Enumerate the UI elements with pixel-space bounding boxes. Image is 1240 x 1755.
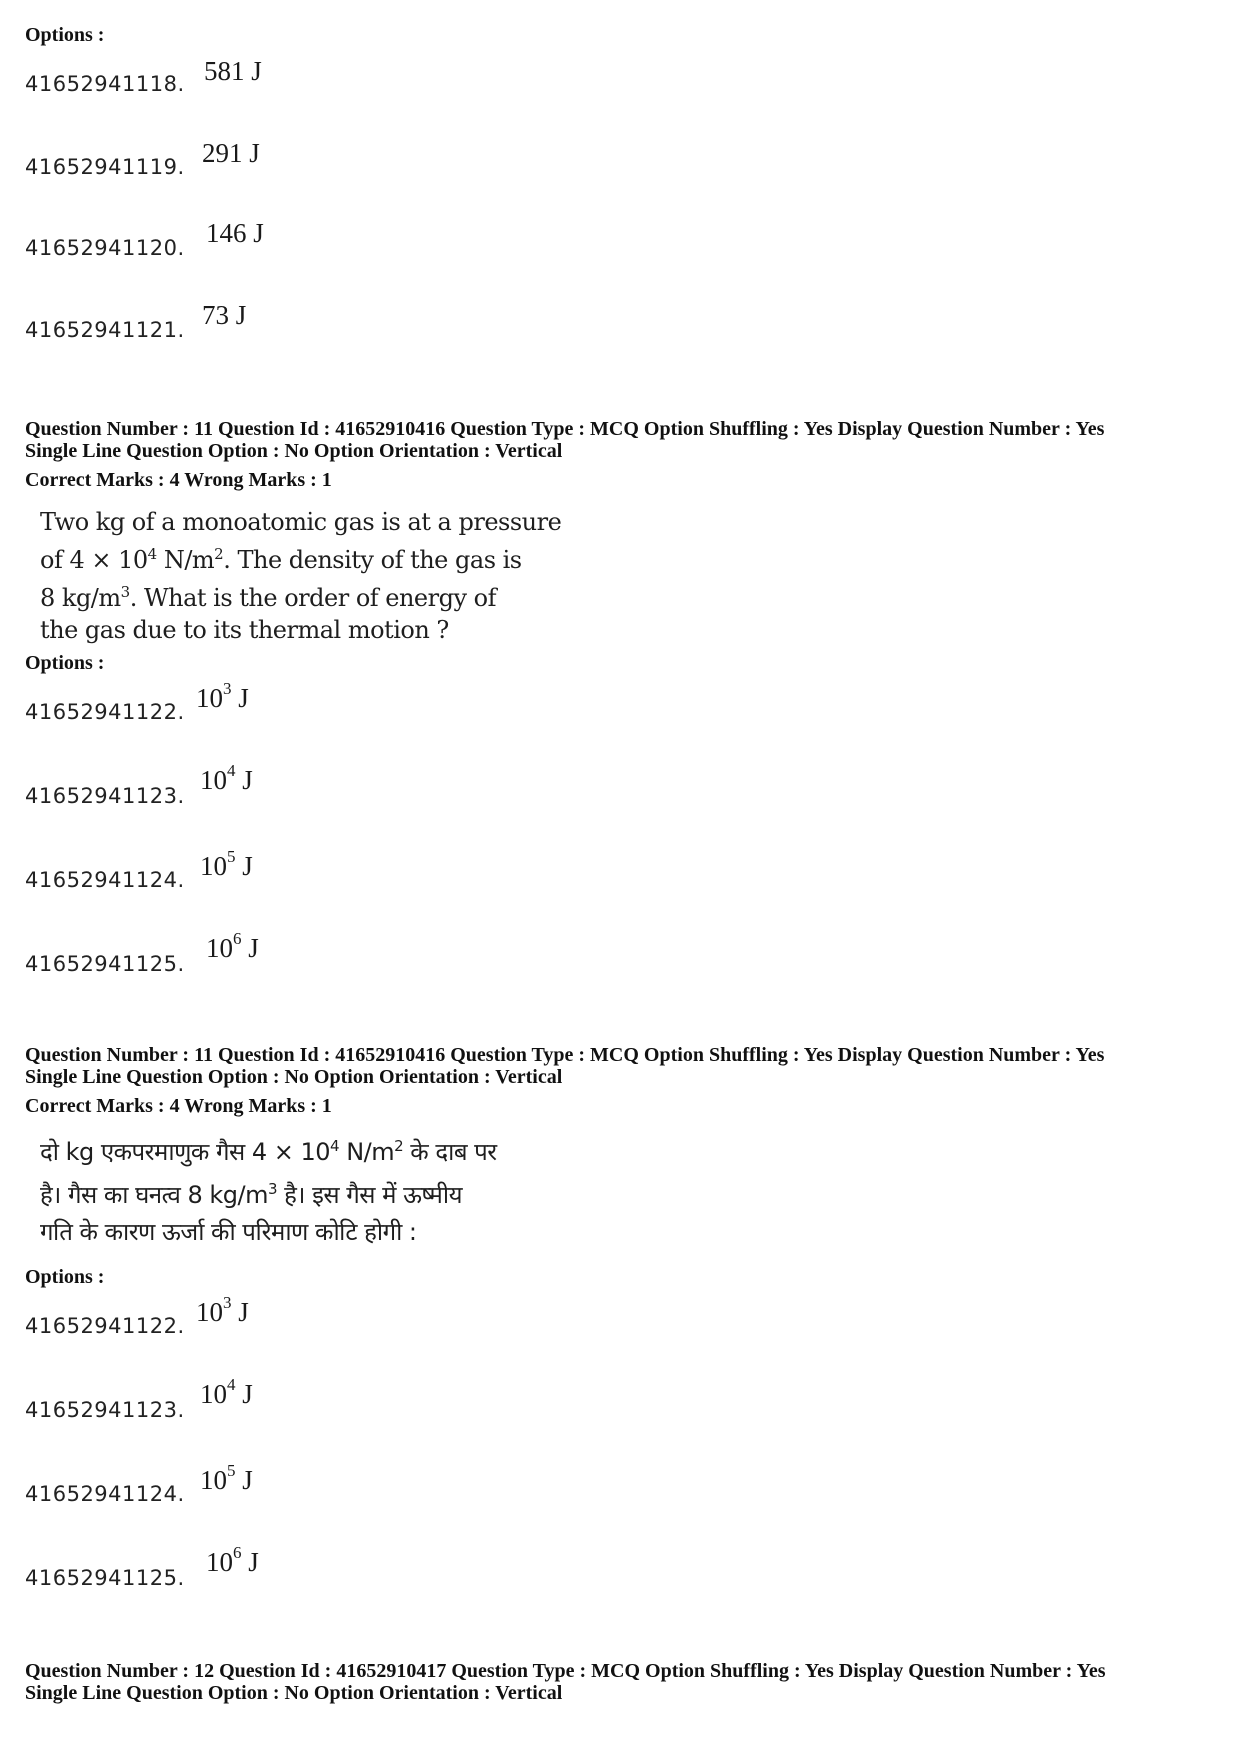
question-text-hindi [40, 1128, 497, 1251]
question-meta-line1: Question Number : 11 Question Id : 41652910416 Question Type : MCQ Option Shuffling : Yes Display Question Number : Yes [25, 1044, 1105, 1066]
question-meta-line2: Single Line Question Option : No Option Orientation : Vertical [25, 440, 563, 462]
option-value[interactable]: 291 J [202, 138, 260, 168]
option-value[interactable]: $10^3$ J [196, 1293, 249, 1327]
question-marks: Correct Marks : 4 Wrong Marks : 1 [25, 469, 332, 491]
question-text-line: the gas due to its thermal motion ? [40, 616, 449, 644]
option-value[interactable]: $10^6$ J [206, 1543, 259, 1577]
options-label: Options : [25, 652, 105, 674]
question-marks: Correct Marks : 4 Wrong Marks : 1 [25, 1095, 332, 1117]
question-text-line: है। गैस का घनत्व 8 $kg/m^3$ है। इस गैस में ऊष्मीय [40, 1180, 462, 1209]
option-value[interactable]: $10^4$ J [200, 761, 253, 795]
option-id: 41652941122. [25, 700, 185, 724]
question-meta-line2: Single Line Question Option : No Option Orientation : Vertical [25, 1066, 563, 1088]
option-value[interactable]: $10^5$ J [200, 1461, 253, 1495]
question-text-line: दो kg एकपरमाणुक गैस $4 \times 10^4$ $N/m^2$ के दाब पर [40, 1137, 497, 1166]
question-meta-line2: Single Line Question Option : No Option Orientation : Vertical [25, 1682, 563, 1704]
option-id: 41652941125. [25, 952, 185, 976]
option-id: 41652941118. [25, 72, 185, 96]
option-value[interactable]: 581 J [204, 56, 262, 86]
question-text-line: 8 $kg/m^3$. What is the order of energy of [40, 583, 496, 612]
option-id: 41652941120. [25, 236, 185, 260]
option-value[interactable]: $10^4$ J [200, 1375, 253, 1409]
option-id: 41652941123. [25, 1398, 185, 1422]
options-label: Options : [25, 1266, 105, 1288]
option-id: 41652941119. [25, 155, 185, 179]
question-meta-line1: Question Number : 11 Question Id : 41652910416 Question Type : MCQ Option Shuffling : Yes Display Question Number : Yes [25, 418, 1105, 440]
option-id: 41652941125. [25, 1566, 185, 1590]
option-id: 41652941124. [25, 868, 185, 892]
option-id: 41652941121. [25, 318, 185, 342]
options-label: Options : [25, 24, 105, 46]
question-meta-line1: Question Number : 12 Question Id : 41652910417 Question Type : MCQ Option Shuffling : Yes Display Question Number : Yes [25, 1660, 1106, 1682]
option-id: 41652941123. [25, 784, 185, 808]
option-id: 41652941122. [25, 1314, 185, 1338]
option-value[interactable]: $10^6$ J [206, 929, 259, 963]
question-text-line: Two kg of a monoatomic gas is at a pressure [40, 508, 562, 536]
question-text-line: गति के कारण ऊर्जा की परिमाण कोटि होगी : [40, 1218, 417, 1246]
option-id: 41652941124. [25, 1482, 185, 1506]
option-value[interactable]: $10^3$ J [196, 679, 249, 713]
option-value[interactable]: $10^5$ J [200, 847, 253, 881]
question-text-line: of $4 \times 10^4$ $N/m^2$. The density of the gas is [40, 545, 522, 574]
question-text-english [40, 506, 561, 646]
option-value[interactable]: 73 J [202, 300, 247, 330]
option-value[interactable]: 146 J [206, 218, 264, 248]
